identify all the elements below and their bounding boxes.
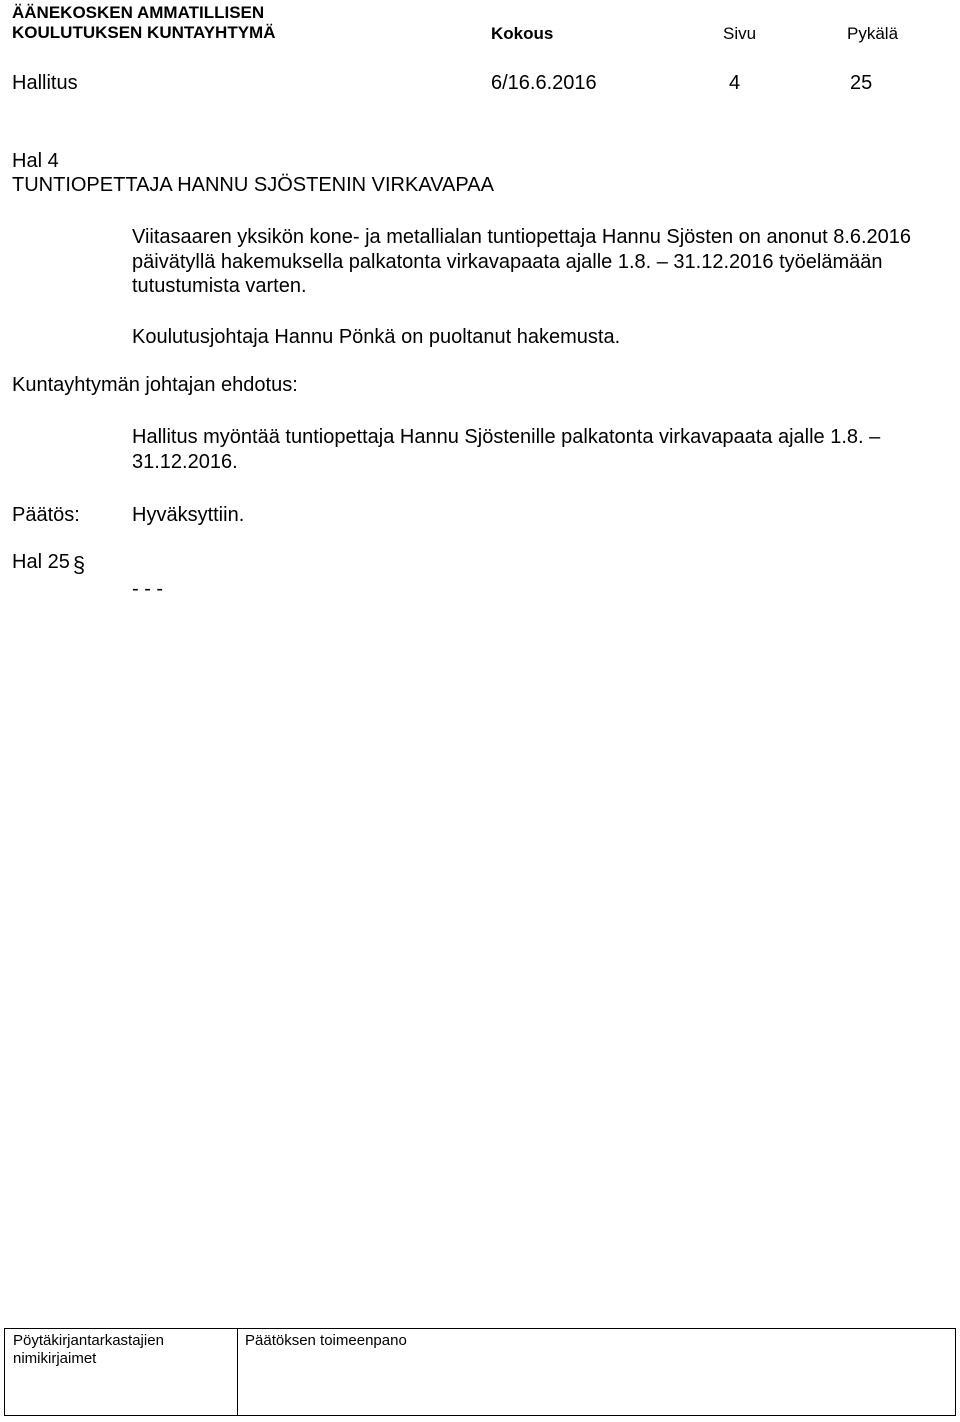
organization-name-line2: KOULUTUKSEN KUNTAYHTYMÄ [12, 23, 276, 42]
page-column-label: Sivu [723, 24, 757, 43]
section-reference-label: Hal 25 [12, 551, 70, 573]
section-reference [12, 550, 85, 577]
proposal-label: Kuntayhtymän johtajan ehdotus: [12, 374, 298, 396]
separator: - - - [132, 578, 164, 600]
section-column-label: Pykälä [847, 24, 899, 43]
meeting-column-label: Kokous [491, 24, 554, 43]
page-number: 4 [729, 72, 741, 94]
endorsement-text: Koulutusjohtaja Hannu Pönkä on puoltanut hakemusta. [132, 326, 621, 348]
organization-name-line1: ÄÄNEKOSKEN AMMATILLISEN [12, 3, 265, 22]
item-number: Hal 4 [12, 150, 59, 172]
body-name: Hallitus [12, 72, 78, 94]
decision-label: Päätös: [12, 504, 80, 526]
decision-text: Hyväksyttiin. [132, 504, 245, 526]
item-title: TUNTIOPETTAJA HANNU SJÖSTENIN VIRKAVAPAA [12, 174, 494, 196]
proposal-text: Hallitus myöntää tuntiopettaja Hannu Sjöstenille palkatonta virkavapaata ajalle 1.8. – 31.12.2016. [132, 426, 881, 473]
signatures-cell [5, 1329, 238, 1415]
item-description: Viitasaaren yksikön kone- ja metallialan tuntiopettaja Hannu Sjösten on anonut 8.6.2016 päivätyllä hakemuksella palkatonta virkavapaata ajalle 1.8. – 31.12.2016 työelämään tutustumista varten. [132, 226, 912, 297]
execution-label: Päätöksen toimeenpano [245, 1332, 407, 1349]
signatures-label: Pöytäkirjantarkastajien nimikirjaimet [13, 1332, 164, 1367]
meeting-date: 6/16.6.2016 [491, 72, 597, 94]
section-number: 25 [850, 72, 873, 94]
footer-box [4, 1328, 956, 1416]
section-mark: § [72, 552, 86, 577]
